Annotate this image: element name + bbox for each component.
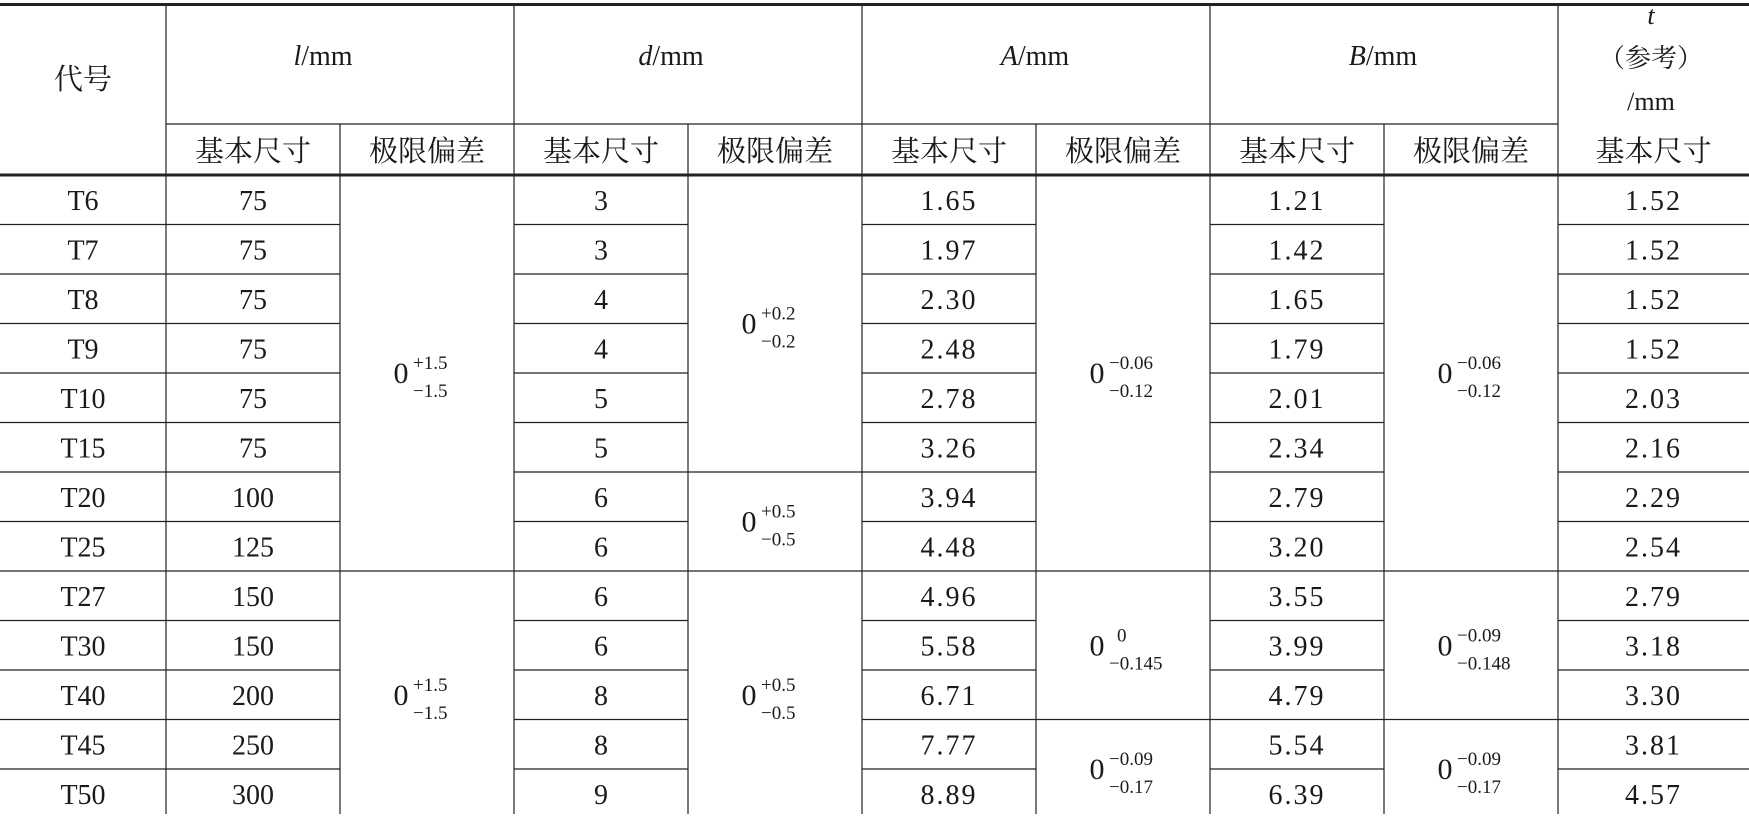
cell-l: 75 xyxy=(239,185,267,217)
cell-A: 8.89 xyxy=(920,779,978,811)
tolerance-upper: +0.5 xyxy=(761,501,796,523)
cell-code: T7 xyxy=(67,235,99,267)
tolerance-base: 0 xyxy=(393,357,409,390)
cell-B: 2.01 xyxy=(1268,383,1326,415)
cell-code: T25 xyxy=(60,532,106,564)
cell-l: 300 xyxy=(232,779,274,811)
cell-l: 250 xyxy=(232,730,274,762)
table-subheader xyxy=(195,134,1712,168)
tolerance-lower: −0.145 xyxy=(1109,653,1163,675)
tolerance-upper: −0.09 xyxy=(1109,749,1153,770)
cell-A: 3.94 xyxy=(920,482,978,514)
cell-code: T10 xyxy=(60,383,106,415)
cell-d: 5 xyxy=(594,383,608,415)
cell-d: 5 xyxy=(594,433,608,465)
cell-d: 4 xyxy=(594,334,608,366)
cell-A: 7.77 xyxy=(920,730,978,762)
cell-code: T27 xyxy=(60,581,106,613)
tolerance-d xyxy=(742,304,796,353)
cell-l: 100 xyxy=(232,482,274,514)
cell-B: 3.99 xyxy=(1268,631,1326,663)
cell-code: T30 xyxy=(60,631,106,663)
cell-A: 4.48 xyxy=(920,532,978,564)
header-t-symbol: t xyxy=(1647,3,1655,30)
tolerance-lower: −0.17 xyxy=(1457,777,1501,798)
header-l: l/mm xyxy=(293,41,353,72)
cell-B: 3.20 xyxy=(1268,532,1326,564)
tolerance-lower: −0.17 xyxy=(1109,777,1153,798)
cell-d: 4 xyxy=(594,284,608,316)
cell-d: 6 xyxy=(594,631,608,663)
cell-A: 1.97 xyxy=(920,235,978,267)
cell-code: T6 xyxy=(67,185,99,217)
tolerance-lower: −0.148 xyxy=(1457,653,1511,675)
tolerance-upper: +1.5 xyxy=(413,674,448,696)
tolerance-upper: +0.5 xyxy=(761,674,796,696)
tolerance-lower: −0.12 xyxy=(1109,381,1153,402)
tolerance-d xyxy=(742,502,796,551)
cell-l: 75 xyxy=(239,235,267,267)
tolerance-A xyxy=(1090,749,1153,798)
cell-d: 6 xyxy=(594,482,608,514)
cell-t: 3.81 xyxy=(1625,730,1682,762)
tolerance-lower: −0.5 xyxy=(761,702,796,724)
cell-B: 2.79 xyxy=(1268,482,1326,514)
subheader-basic: 基本尺寸 xyxy=(1595,134,1712,168)
cell-code: T45 xyxy=(60,730,106,762)
tolerance-lower: −0.2 xyxy=(761,331,796,353)
cell-t: 1.52 xyxy=(1625,185,1682,217)
header-d: d/mm xyxy=(638,41,704,72)
tolerance-upper: −0.09 xyxy=(1457,625,1501,647)
cell-A: 3.26 xyxy=(920,433,978,465)
tolerance-base: 0 xyxy=(741,307,757,341)
tolerance-lower: −1.5 xyxy=(413,702,448,724)
cell-A: 2.30 xyxy=(920,284,978,316)
cell-t: 4.57 xyxy=(1625,779,1682,811)
subheader-tolerance: 极限偏差 xyxy=(716,134,834,168)
tolerance-upper: −0.06 xyxy=(1109,353,1153,374)
cell-l: 200 xyxy=(232,680,274,712)
cell-B: 6.39 xyxy=(1268,779,1326,811)
cell-A: 1.65 xyxy=(920,185,978,217)
cell-t: 3.30 xyxy=(1625,680,1682,712)
header-t-reference: （参考） xyxy=(1598,44,1704,74)
tolerance-A xyxy=(1090,625,1163,674)
subheader-basic: 基本尺寸 xyxy=(194,134,312,168)
cell-t: 2.29 xyxy=(1625,482,1682,514)
cell-code: T20 xyxy=(60,482,106,514)
cell-code: T9 xyxy=(67,334,99,366)
tolerance-lower: −0.12 xyxy=(1457,381,1501,402)
cell-A: 2.78 xyxy=(920,383,978,415)
tolerance-upper: +0.2 xyxy=(761,303,796,325)
header-A: A/mm xyxy=(1000,41,1070,72)
cell-B: 1.79 xyxy=(1268,334,1326,366)
cell-d: 8 xyxy=(594,680,608,712)
cell-d: 9 xyxy=(594,779,608,811)
cell-d: 8 xyxy=(594,730,608,762)
subheader-tolerance: 极限偏差 xyxy=(1064,134,1182,168)
tolerance-B xyxy=(1438,749,1501,798)
tolerance-B xyxy=(1438,353,1501,402)
tolerance-base: 0 xyxy=(1089,753,1105,786)
tolerance-base: 0 xyxy=(1437,753,1453,786)
cell-code: T50 xyxy=(60,779,106,811)
cell-A: 5.58 xyxy=(920,631,978,663)
subheader-basic: 基本尺寸 xyxy=(1238,134,1356,168)
cell-d: 6 xyxy=(594,581,608,613)
cell-code: T15 xyxy=(60,433,106,465)
cell-B: 1.42 xyxy=(1268,235,1326,267)
tolerance-lower: −1.5 xyxy=(413,381,448,402)
cell-A: 2.48 xyxy=(920,334,978,366)
cell-B: 4.79 xyxy=(1268,680,1326,712)
cell-l: 75 xyxy=(239,433,267,465)
tolerance-upper: +1.5 xyxy=(413,353,448,374)
subheader-tolerance: 极限偏差 xyxy=(368,134,486,168)
cell-B: 1.65 xyxy=(1268,284,1326,316)
tolerance-base: 0 xyxy=(1089,357,1105,390)
dimension-table xyxy=(0,3,1749,814)
tolerance-l xyxy=(394,353,448,402)
tolerance-B xyxy=(1438,625,1511,674)
cell-l: 150 xyxy=(232,581,274,613)
cell-t: 1.52 xyxy=(1625,334,1682,366)
subheader-basic: 基本尺寸 xyxy=(542,134,660,168)
table-header xyxy=(54,3,1703,116)
cell-A: 6.71 xyxy=(920,680,978,712)
cell-t: 2.79 xyxy=(1625,581,1682,613)
tolerance-A xyxy=(1090,353,1153,402)
cell-B: 1.21 xyxy=(1268,185,1326,217)
tolerance-base: 0 xyxy=(393,678,409,712)
tolerance-base: 0 xyxy=(741,678,757,712)
cell-d: 3 xyxy=(594,235,608,267)
header-t-unit: /mm xyxy=(1627,87,1675,116)
cell-t: 1.52 xyxy=(1625,284,1682,316)
cell-l: 125 xyxy=(232,532,274,564)
header-B: B/mm xyxy=(1348,41,1418,72)
cell-t: 2.03 xyxy=(1625,383,1682,415)
tolerance-base: 0 xyxy=(1437,629,1453,663)
tolerance-upper: −0.09 xyxy=(1457,749,1501,770)
cell-l: 150 xyxy=(232,631,274,663)
table-body xyxy=(60,186,1682,811)
cell-B: 5.54 xyxy=(1268,730,1326,762)
subheader-basic: 基本尺寸 xyxy=(890,134,1008,168)
subheader-tolerance: 极限偏差 xyxy=(1412,134,1530,168)
tolerance-lower: −0.5 xyxy=(761,529,796,551)
tolerance-d xyxy=(742,675,796,724)
tolerance-base: 0 xyxy=(1089,629,1105,663)
cell-l: 75 xyxy=(239,383,267,415)
cell-t: 2.16 xyxy=(1625,433,1682,465)
cell-code: T40 xyxy=(60,680,106,712)
cell-A: 4.96 xyxy=(920,581,978,613)
cell-l: 75 xyxy=(239,284,267,316)
cell-B: 3.55 xyxy=(1268,581,1326,613)
cell-t: 2.54 xyxy=(1625,532,1682,564)
cell-d: 3 xyxy=(594,185,608,217)
cell-B: 2.34 xyxy=(1268,433,1326,465)
tolerance-base: 0 xyxy=(741,505,757,539)
tolerance-upper: 0 xyxy=(1117,625,1127,647)
cell-d: 6 xyxy=(594,532,608,564)
tolerance-base: 0 xyxy=(1437,357,1453,390)
cell-t: 1.52 xyxy=(1625,235,1682,267)
tolerance-upper: −0.06 xyxy=(1457,353,1501,374)
header-code: 代号 xyxy=(53,62,113,96)
cell-code: T8 xyxy=(67,284,99,316)
tolerance-l xyxy=(394,675,448,724)
cell-t: 3.18 xyxy=(1625,631,1682,663)
cell-l: 75 xyxy=(239,334,267,366)
